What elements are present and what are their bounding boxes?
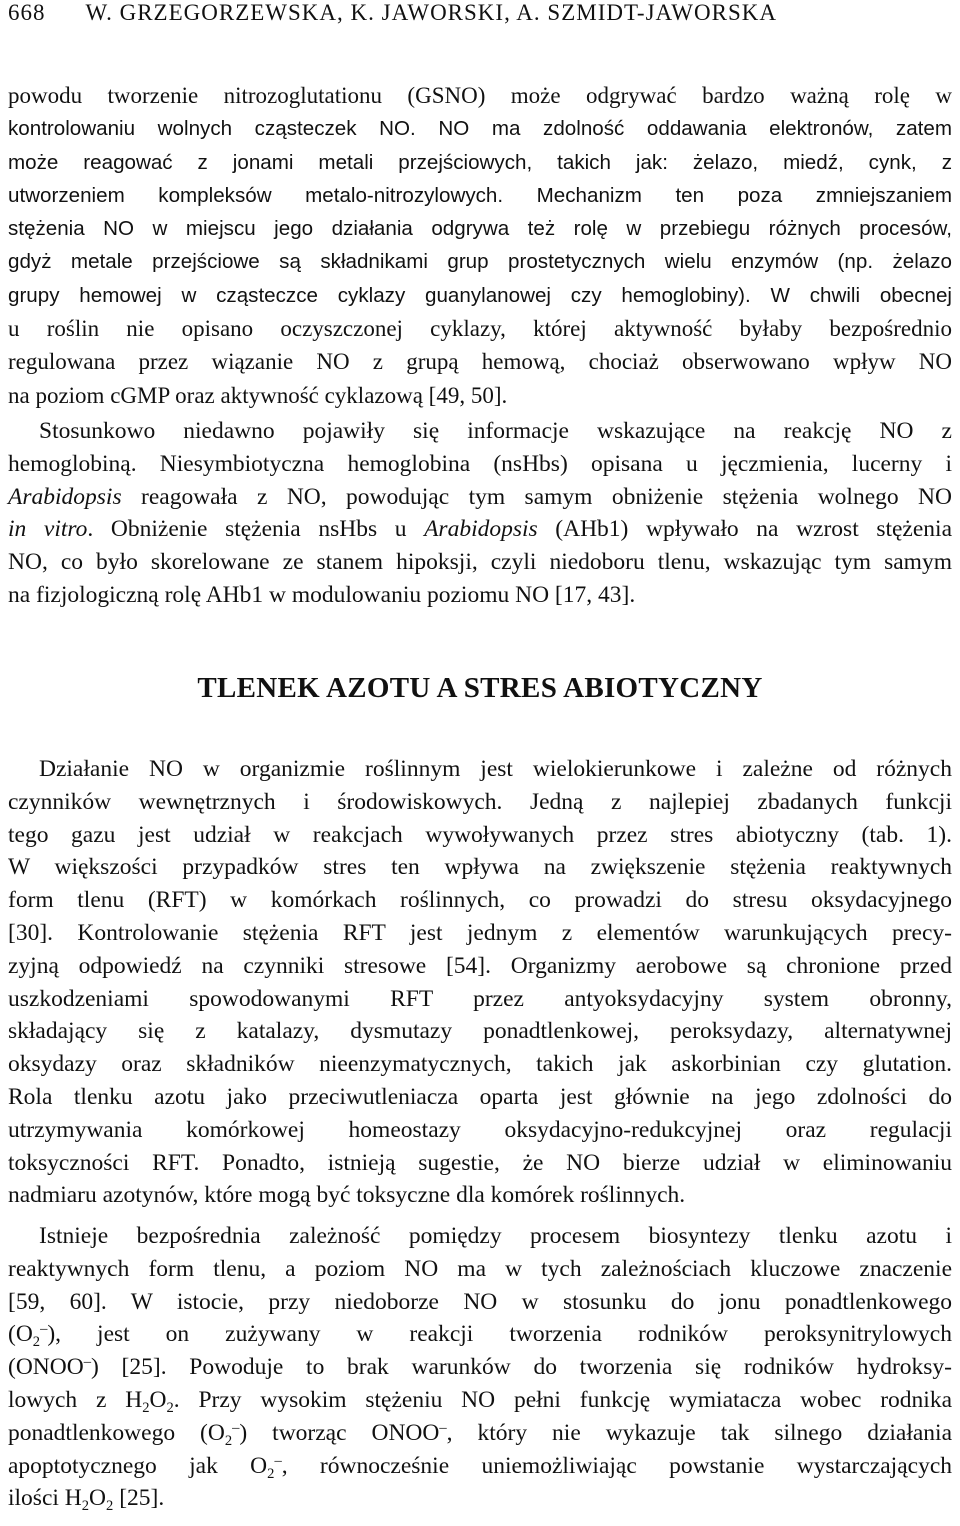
paragraph-hemoglobin [8,415,952,612]
text-line: reaktywnych form tlenu, a poziom NO ma w tych zależnościach kluczowe znaczenie [8,1255,952,1282]
paragraph-gsno [8,79,952,412]
text-line: ponadtlenkowego $(O_2^-)$ tworząc ONOO–, który nie wykazuje tak silnego działania [8,1419,952,1449]
text-line: nadmiaru azotynów, które mogą być toksyczne dla komórek roślinnych. [8,1182,686,1209]
text-line: in vitro. Obniżenie stężenia nsHbs u Arabidopsis (AHb1) wpływało na wzrost stężenia [8,516,953,543]
text-line: gdyż metale przejściowe są składnikami grup prostetycznych wielu enzymów (np. żelazo [8,250,952,274]
text-line: hemoglobiną. Niesymbiotyczna hemoglobina (nsHbs) opisana u jęczmienia, lucerny i [8,450,952,477]
latin-term: in vitro [8,516,88,543]
paragraph-ros-biosynthesis [8,1220,952,1515]
text-line: Działanie NO w organizmie roślinnym jest wielokierunkowe i zależne od różnych [39,756,952,782]
text-line: $(O_2^-)$, jest on zużywany w reakcji tworzenia rodników peroksynitrylowych [8,1321,952,1351]
text-line: u roślin nie opisano oczyszczonej cyklazy, której aktywność byłaby bezpośrednio [8,316,952,342]
text-line: uszkodzeniami spowodowanymi RFT przez antyoksydacyjny system obronny, [8,985,952,1012]
species-name: Arabidopsis [424,516,538,543]
text-line: form tlenu (RFT) w komórkach roślinnych, co prowadzi do stresu oksydacyjnego [8,887,952,914]
text-line: [30]. Kontrolowanie stężenia RFT jest jednym z elementów warunkujących precy- [8,919,952,946]
text-line: na fizjologiczną rolę AHb1 w modulowaniu poziomu NO [17, 43]. [8,581,636,608]
text-line: kontrolowaniu wolnych cząsteczek NO. NO ma zdolność oddawania elektronów, zatem [8,117,952,141]
page-number: 668 [8,0,46,25]
text-line: [59, 60]. W istocie, przy niedoborze NO w stosunku do jonu ponadtlenkowego [8,1288,952,1315]
text-line: tego gazu jest udział w reakcjach wywoływanych przez stres abiotyczny (tab. 1). [8,821,952,848]
paragraph-abiotic-stress [8,753,952,1212]
text-line: lowych z $H_2O_2$. Przy wysokim stężeniu NO pełni funkcję wymiatacza wobec rodnika [8,1386,953,1417]
text-line: ilości $H_2O_2$ [25]. [8,1485,165,1515]
text-line: regulowana przez wiązanie NO z grupą hemową, chociaż obserwowano wpływ NO [8,349,952,375]
text-line: czynników wewnętrznych i środowiskowych. Jedną z najlepiej zbadanych funkcji [8,788,952,815]
text-line: (ONOO–) [25]. Powoduje to brak warunków do tworzenia się rodników hydroksy- [8,1354,952,1381]
header-authors: W. GRZEGORZEWSKA, K. JAWORSKI, A. SZMIDT-JAWORSKA [85,0,777,25]
text-line: utworzeniem kompleksów metalo-nitrozylowych. Mechanizm ten poza zmniejszaniem [8,183,952,207]
text-line: Stosunkowo niedawno pojawiły się informacje wskazujące na reakcję NO z [39,418,952,444]
text-line: Istnieje bezpośrednia zależność pomiędzy procesem biosyntezy tlenku azotu i [39,1223,952,1249]
text-line: NO, co było skorelowane ze stanem hipoksji, czyli niedoboru tlenu, wskazując tym samym [8,549,952,576]
text-line: W większości przypadków stres ten wpływa na zwiększenie stężenia reaktywnych [8,854,952,881]
species-name: Arabidopsis [8,483,122,510]
text-line: Rola tlenku azotu jako przeciwutleniacza oparta jest głównie na jego zdolności do [8,1083,952,1110]
text-line: składający się z katalazy, dysmutazy ponadtlenkowej, peroksydazy, alternatywnej [8,1018,952,1045]
text-line: stężenia NO w miejscu jego działania odgrywa też rolę w przebiegu różnych procesów, [8,217,952,241]
text-line: grupy hemowej w cząsteczce cyklazy guanylanowej czy hemoglobiny). W chwili obecnej [8,283,952,307]
text-line: Arabidopsis reagowała z NO, powodując tym samym obniżenie stężenia wolnego NO [8,483,952,510]
text-line: na poziom cGMP oraz aktywność cyklazową [49, 50]. [8,382,508,408]
text-line: oksydazy oraz składników nieenzymatycznych, takich jak askorbinian czy glutation. [8,1051,952,1078]
text-line: utrzymywania komórkowej homeostazy oksydacyjno-redukcyjnej oraz regulacji [8,1116,952,1143]
text-line: apoptotycznego jak $O_2^-$, równocześnie uniemożliwiając powstanie wystarczających [8,1452,952,1482]
section-heading: TLENEK AZOTU A STRES ABIOTYCZNY [197,672,763,704]
text-line: może reagować z jonami metali przejściowych, takich jak: żelazo, miedź, cynk, z [8,150,952,174]
running-header [8,0,952,30]
text-line: powodu tworzenie nitrozoglutationu (GSNO) może odgrywać bardzo ważną rolę w [8,83,952,108]
text-line: zyjną odpowiedź na czynniki stresowe [54]. Organizmy aerobowe są chronione przed [8,952,952,979]
text-line: toksyczności RFT. Ponadto, istnieją sugestie, że NO bierze udział w eliminowaniu [8,1149,952,1176]
